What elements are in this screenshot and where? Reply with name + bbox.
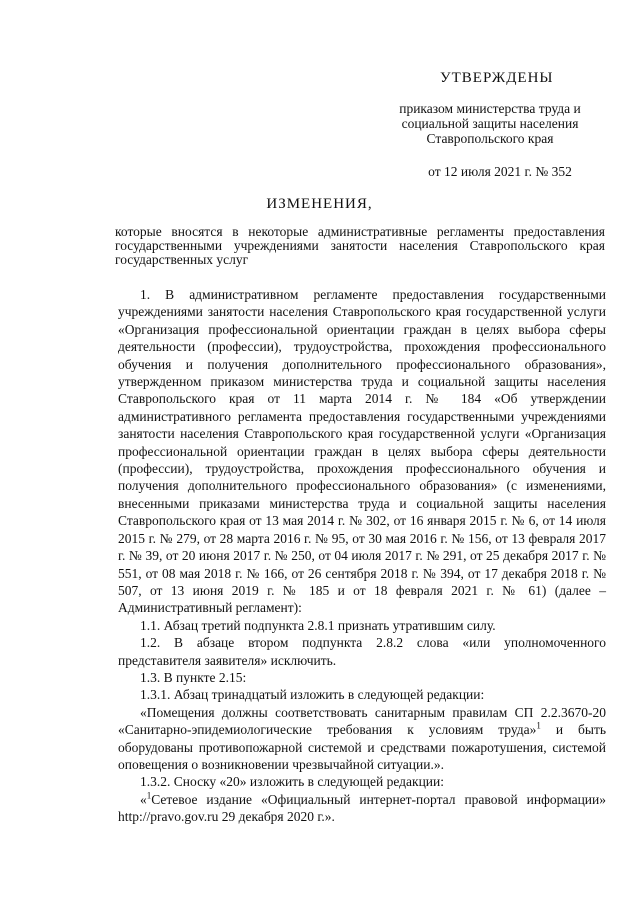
paragraph-1-3: 1.3. В пункте 2.15: <box>140 669 247 685</box>
approval-block <box>380 70 600 180</box>
paragraph-1-3-2: 1.3.2. Сноску «20» изложить в следующей редакции: <box>140 774 445 790</box>
paragraph-1: 1. В административном регламенте предоставления государственными учреждениями занятости населения Ставропольского края государственной услуги «Организация профессиональной ориентации граждан в целях выбора сферы деятельности (профессии), трудоустройства, прохождения профессионального обучения и получения дополнительного профессионального образования», утвержденном приказом министерства труда и социальной защиты населения Ставропольского края от 11 марта 2014 г. № 184 «Об утверждении административного регламента предоставления государственными учреждениями занятости населения Ставропольского края государственной услуги «Организация профессиональной ориентации граждан в целях выбора сферы деятельности (профессии), трудоустройства, прохождения профессионального обучения и получения дополнительного профессионального образования» (с изменениями, внесенными приказами министерства труда и социальной защиты населения Ставропольского края от 13 мая 2014 г. № 302, от 16 января 2015 г. № 6, от 14 июля 2015 г. № 279, от 28 марта 2016 г. № 95, от 30 мая 2016 г. № 156, от 13 февраля 2017 г. № 39, от 20 июня 2017 г. № 250, от 04 июля 2017 г. № 291, от 25 декабря 2017 г. № 551, от 08 мая 2018 г. № 166, от 26 сентября 2018 г. № 394, от 17 декабря 2018 г. № 507, от 13 июня 2019 г. № 185 и от 18 февраля 2021 г. № 61) (далее – Административный регламент): <box>118 287 606 616</box>
quote-premises-text-b: и быть оборудованы противопожарной системой и средствами пожаротушения, системой оповещения о возникновении чрезвычайной ситуации.». <box>118 722 606 772</box>
paragraph-1-3-1: 1.3.1. Абзац тринадцатый изложить в следующей редакции: <box>140 687 485 703</box>
document-subtitle: которые вносятся в некоторые административные регламенты предоставления государственными учреждениями занятости населения Ставропольского края государственных услуг <box>115 224 605 267</box>
paragraph-1-2: 1.2. В абзаце втором подпункта 2.8.2 слова «или уполномоченного представителя заявителя» исключить. <box>118 635 606 668</box>
approval-order: от 12 июля 2021 г. № 352 <box>428 164 572 179</box>
quote-premises-text-a: «Помещения должны соответствовать санитарным правилам СП 2.2.3670-20 «Санитарно-эпидемиологические требования к условиям труда» <box>118 704 606 738</box>
approval-authority <box>380 101 600 146</box>
approval-line: Ставропольского края <box>426 131 554 146</box>
footnote-marker: 1 <box>536 720 541 731</box>
quote-footnote-text: Сетевое издание «Официальный интернет-портал правовой информации» http://pravo.gov.ru 29 декабря 2020 г.». <box>118 791 606 825</box>
approval-line: социальной защиты населения <box>401 116 579 131</box>
quote-footnote <box>118 791 606 826</box>
quote-premises <box>118 704 606 774</box>
approval-title: УТВЕРЖДЕНЫ <box>440 70 554 86</box>
footnote-marker: 1 <box>146 790 152 801</box>
paragraph-1-1: 1.1. Абзац третий подпункта 2.8.1 признать утратившим силу. <box>140 617 496 633</box>
quote-open-mark: « <box>140 791 147 807</box>
document-heading: ИЗМЕНЕНИЯ, <box>266 196 373 212</box>
document-body <box>118 286 606 826</box>
approval-line: приказом министерства труда и <box>399 101 581 116</box>
